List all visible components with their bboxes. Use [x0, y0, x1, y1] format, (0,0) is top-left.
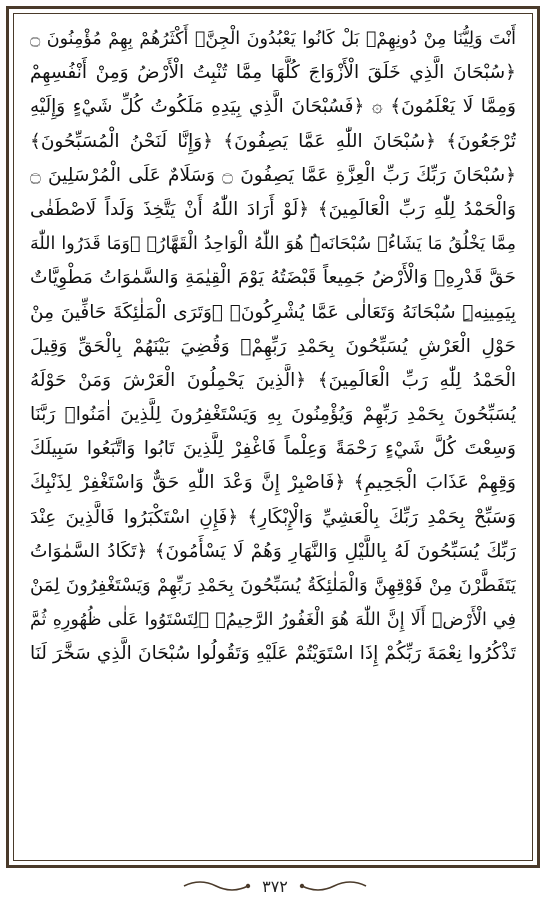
text-line: حَوْلِ الْعَرْشِ يُسَبِّحُونَ بِحَمْدِ رَبِّهِمْۚ وَقُضِيَ بَيْنَهُمْ بِالْحَقِّ وَقِيلَ	[30, 335, 516, 357]
text-line: تَذْكُرُوا نِعْمَةَ رَبِّكُمْ إِذَا اسْتَوَيْتُمْ عَلَيْهِ وَتَقُولُوا سُبْحَانَ الَّذِي سَخَّرَ لَنَا	[30, 643, 516, 665]
text-line: وَمِمَّا لَا يَعْلَمُونَ﴾ ۞ ﴿فَسُبْحَانَ الَّذِي بِيَدِهِ مَلَكُوتُ كُلِّ شَيْءٍ وَإِلَيْهِ	[30, 96, 516, 118]
text-line: يَتَفَطَّرْنَ مِنْ فَوْقِهِنَّ وَالْمَلٰئِكَةُ يُسَبِّحُونَ بِحَمْدِ رَبِّهِمْ وَيَسْتَغْفِرُونَ لِمَنْ	[30, 575, 516, 596]
page-frame-outer	[6, 6, 540, 868]
text-line: تُرْجَعُونَ﴾ ﴿سُبْحَانَ اللّٰهِ عَمَّا يَصِفُونَ﴾ ﴿وَإِنَّا لَنَحْنُ الْمُسَبِّحُونَ﴾	[30, 130, 516, 152]
text-line: ﴿سُبْحَانَ رَبِّكَ رَبِّ الْعِزَّةِ عَمَّا يَصِفُونَ ۝ وَسَلَامٌ عَلَى الْمُرْسَلِينَ ۝	[30, 164, 516, 186]
page-frame-inner	[13, 13, 533, 861]
text-line: مِمَّا يَخْلُقُ مَا يَشَاءُۙ سُبْحَانَهُۜ هُوَ اللّٰهُ الْوَاحِدُ الْقَهَّارُ﴾ ﴿وَمَا قَدَرُوا اللّٰهَ	[30, 234, 516, 255]
text-block	[30, 22, 516, 706]
text-line: ﴿سُبْحَانَ الَّذِي خَلَقَ الْأَزْوَاجَ كُلَّهَا مِمَّا تُنْبِتُ الْأَرْضُ وَمِنْ أَنْفُسِهِمْ	[30, 62, 516, 84]
text-line: يُسَبِّحُونَ بِحَمْدِ رَبِّهِمْ وَيُؤْمِنُونَ بِهِ وَيَسْتَغْفِرُونَ لِلَّذِينَ اٰمَنُواۚ رَبَّنَا	[30, 404, 516, 426]
text-line	[30, 672, 516, 706]
text-line: الْحَمْدُ لِلّٰهِ رَبِّ الْعَالَمِينَ﴾ ﴿الَّذِينَ يَحْمِلُونَ الْعَرْشَ وَمَنْ حَوْلَهُ	[30, 369, 516, 391]
page-footer	[0, 874, 550, 898]
text-line: حَقَّ قَدْرِهِۗ وَالْأَرْضُ جَمِيعاً قَبْضَتُهُ يَوْمَ الْقِيٰمَةِ وَالسَّمٰوَاتُ مَطْوِيَّاتٌ	[30, 267, 516, 289]
ornament-left-icon	[182, 879, 252, 893]
text-line: وَسَبِّحْ بِحَمْدِ رَبِّكَ بِالْعَشِيِّ وَالْإِبْكَارِ﴾ ﴿فَإِنِ اسْتَكْبَرُوا فَالَّذِينَ عِنْدَ	[30, 506, 516, 528]
text-line: بِيَمِينِهِۜ سُبْحَانَهُ وَتَعَالٰى عَمَّا يُشْرِكُونَ﴾ ﴿وَتَرَى الْمَلٰئِكَةَ حَافِّينَ مِنْ	[30, 301, 516, 323]
text-line: أَنْتَ وَلِيُّنَا مِنْ دُونِهِمْۚ بَلْ كَانُوا يَعْبُدُونَ الْجِنَّۚ أَكْثَرُهُمْ بِهِمْ مُؤْمِنُونَ ۝	[30, 29, 516, 49]
ornament-right-icon	[298, 879, 368, 893]
page-number: ٣٧٢	[262, 876, 288, 896]
text-line: رَبِّكَ يُسَبِّحُونَ لَهُ بِاللَّيْلِ وَالنَّهَارِ وَهُمْ لَا يَسْأَمُونَ﴾ ﴿تَكَادُ السَّمٰوَاتُ	[30, 540, 516, 562]
text-line: وَالْحَمْدُ لِلّٰهِ رَبِّ الْعَالَمِينَ﴾ ﴿لَوْ أَرَادَ اللّٰهُ أَنْ يَتَّخِذَ وَلَداً لَاصْطَفٰى	[30, 198, 516, 220]
text-line: فِي الْأَرْضِۜ أَلَا إِنَّ اللّٰهَ هُوَ الْغَفُورُ الرَّحِيمُ﴾ ﴿لِتَسْتَوُوا عَلٰى ظُهُورِهِ ثُمَّ	[30, 610, 516, 631]
text-line: وَسِعْتَ كُلَّ شَيْءٍ رَحْمَةً وَعِلْماً فَاغْفِرْ لِلَّذِينَ تَابُوا وَاتَّبَعُوا سَبِيلَكَ	[30, 438, 516, 460]
text-line: وَقِهِمْ عَذَابَ الْجَحِيمِ﴾ ﴿فَاصْبِرْ إِنَّ وَعْدَ اللّٰهِ حَقٌّ وَاسْتَغْفِرْ لِذَنْبِكَ	[30, 472, 516, 494]
